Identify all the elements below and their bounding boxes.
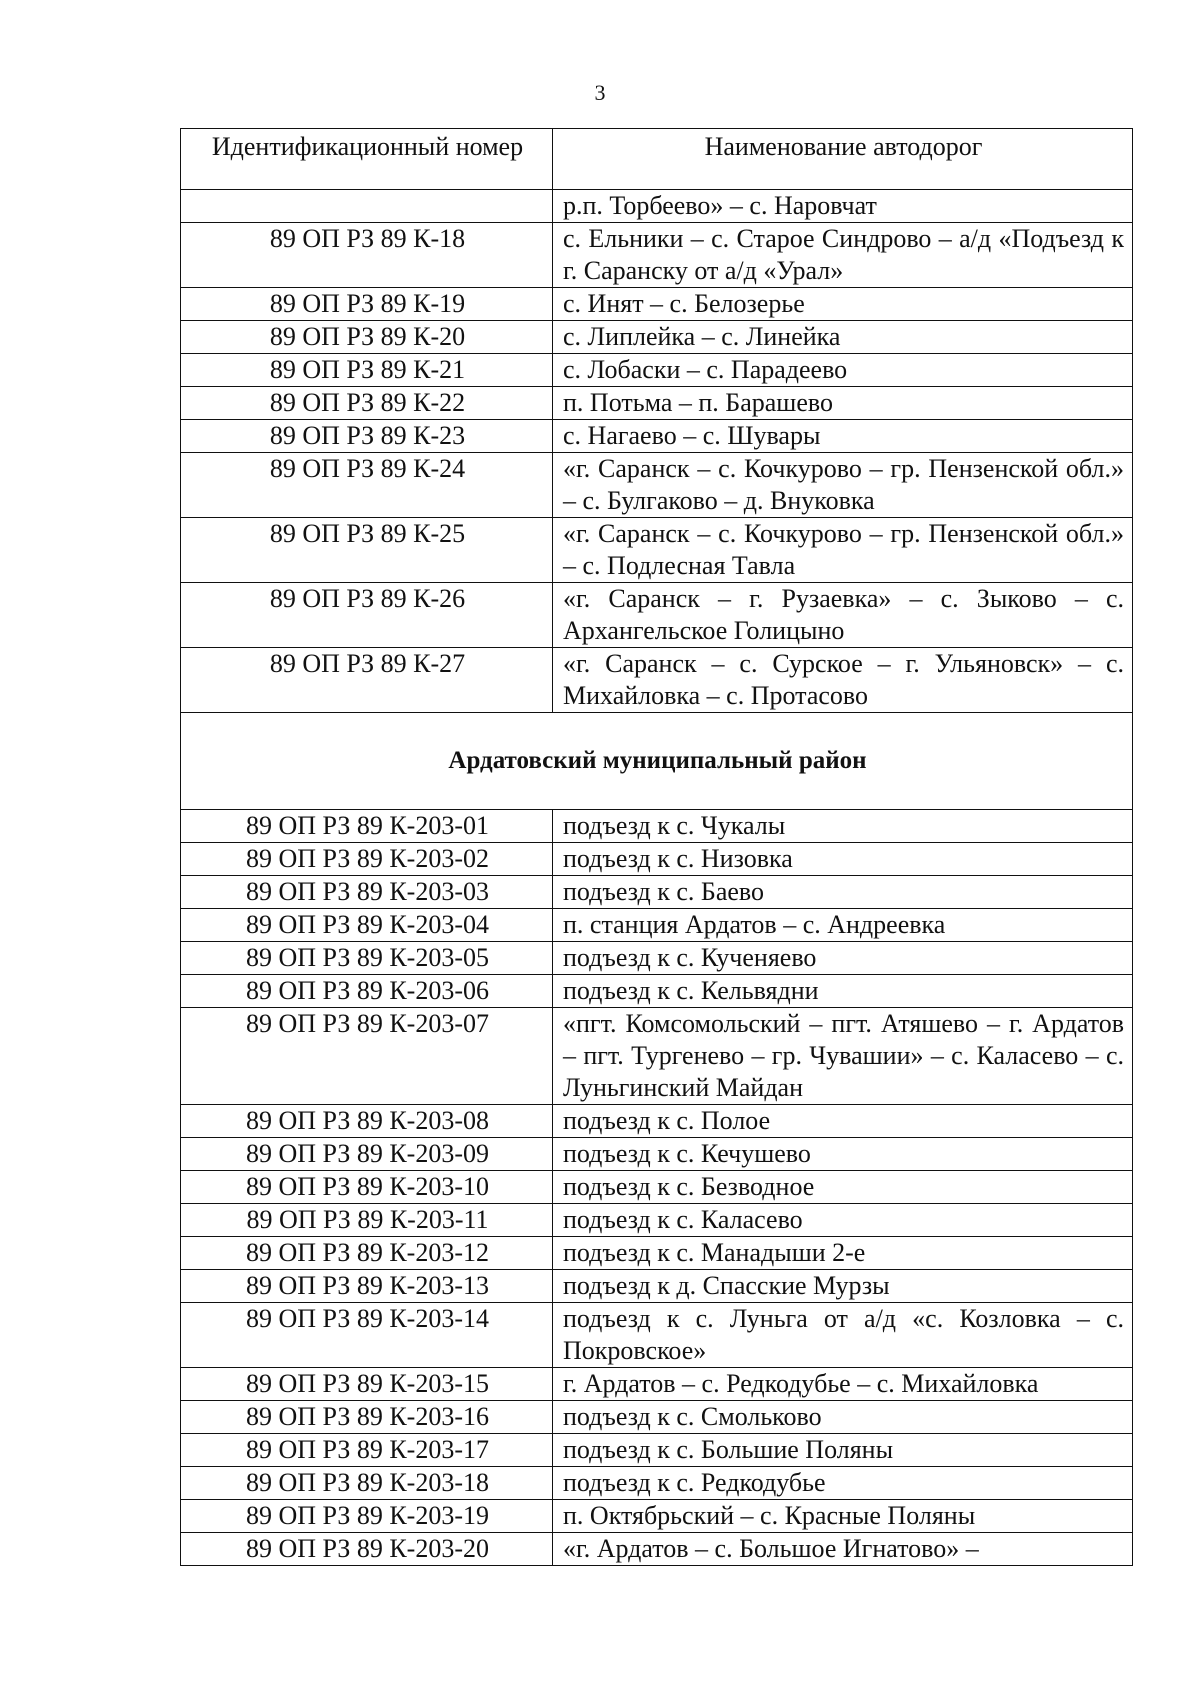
table-row [181, 975, 1133, 1008]
road-id: 89 ОП РЗ 89 К-203-11 [181, 1204, 553, 1237]
table-row [181, 1237, 1133, 1270]
road-id: 89 ОП РЗ 89 К-203-05 [181, 942, 553, 975]
road-id: 89 ОП РЗ 89 К-203-06 [181, 975, 553, 1008]
road-name: р.п. Торбеево» – с. Наровчат [553, 190, 1133, 223]
road-name: «г. Саранск – с. Сурское – г. Ульяновск» – с. Михайловка – с. Протасово [553, 648, 1133, 713]
road-id: 89 ОП РЗ 89 К-203-13 [181, 1270, 553, 1303]
table-row [181, 1008, 1133, 1105]
road-name: подъезд к с. Луньга от а/д «с. Козловка – с. Покровское» [553, 1303, 1133, 1368]
road-id: 89 ОП РЗ 89 К-203-08 [181, 1105, 553, 1138]
road-id: 89 ОП РЗ 89 К-203-10 [181, 1171, 553, 1204]
roads-table [180, 128, 1133, 1566]
road-name: с. Ельники – с. Старое Синдрово – а/д «Подъезд к г. Саранску от а/д «Урал» [553, 223, 1133, 288]
table-row [181, 1138, 1133, 1171]
table-row [181, 1303, 1133, 1368]
road-name: с. Нагаево – с. Шувары [553, 420, 1133, 453]
table-row [181, 843, 1133, 876]
road-name: подъезд к с. Кученяево [553, 942, 1133, 975]
table-row [181, 190, 1133, 223]
road-name: с. Инят – с. Белозерье [553, 288, 1133, 321]
header-name: Наименование автодорог [553, 129, 1133, 190]
road-id: 89 ОП РЗ 89 К-25 [181, 518, 553, 583]
road-name: «г. Ардатов – с. Большое Игнатово» – [553, 1533, 1133, 1566]
road-name: г. Ардатов – с. Редкодубье – с. Михайловка [553, 1368, 1133, 1401]
road-name: с. Липлейка – с. Линейка [553, 321, 1133, 354]
road-id: 89 ОП РЗ 89 К-203-16 [181, 1401, 553, 1434]
road-id: 89 ОП РЗ 89 К-203-20 [181, 1533, 553, 1566]
road-id [181, 190, 553, 223]
road-id: 89 ОП РЗ 89 К-21 [181, 354, 553, 387]
road-name: «пгт. Комсомольский – пгт. Атяшево – г. Ардатов – пгт. Тургенево – гр. Чувашии» – с. Каласево – с. Луньгинский Майдан [553, 1008, 1133, 1105]
table-row [181, 518, 1133, 583]
road-name: «г. Саранск – с. Кочкурово – гр. Пензенской обл.» – с. Булгаково – д. Внуковка [553, 453, 1133, 518]
table-row [181, 223, 1133, 288]
section-title: Ардатовский муниципальный район [181, 713, 1133, 810]
road-name: подъезд к д. Спасские Мурзы [553, 1270, 1133, 1303]
road-id: 89 ОП РЗ 89 К-203-18 [181, 1467, 553, 1500]
road-name: подъезд к с. Чукалы [553, 810, 1133, 843]
road-id: 89 ОП РЗ 89 К-203-14 [181, 1303, 553, 1368]
table-row [181, 288, 1133, 321]
road-name: «г. Саранск – г. Рузаевка» – с. Зыково – с. Архангельское Голицыно [553, 583, 1133, 648]
road-id: 89 ОП РЗ 89 К-203-04 [181, 909, 553, 942]
page-number: 3 [594, 80, 606, 105]
road-id: 89 ОП РЗ 89 К-18 [181, 223, 553, 288]
road-name: с. Лобаски – с. Парадеево [553, 354, 1133, 387]
road-name: подъезд к с. Большие Поляны [553, 1434, 1133, 1467]
header-id: Идентификационный номер [181, 129, 553, 190]
section-row [181, 713, 1133, 810]
table-row [181, 1270, 1133, 1303]
road-id: 89 ОП РЗ 89 К-203-12 [181, 1237, 553, 1270]
road-name: подъезд к с. Смольково [553, 1401, 1133, 1434]
road-name: подъезд к с. Безводное [553, 1171, 1133, 1204]
road-name: п. Октябрьский – с. Красные Поляны [553, 1500, 1133, 1533]
road-id: 89 ОП РЗ 89 К-27 [181, 648, 553, 713]
road-id: 89 ОП РЗ 89 К-203-07 [181, 1008, 553, 1105]
road-id: 89 ОП РЗ 89 К-203-15 [181, 1368, 553, 1401]
table-row [181, 942, 1133, 975]
table-row [181, 876, 1133, 909]
table-row [181, 583, 1133, 648]
road-name: подъезд к с. Редкодубье [553, 1467, 1133, 1500]
table-row [181, 1500, 1133, 1533]
table-row [181, 1204, 1133, 1237]
road-name: подъезд к с. Кельвядни [553, 975, 1133, 1008]
road-id: 89 ОП РЗ 89 К-203-09 [181, 1138, 553, 1171]
road-id: 89 ОП РЗ 89 К-203-19 [181, 1500, 553, 1533]
table-row [181, 321, 1133, 354]
road-name: подъезд к с. Кечушево [553, 1138, 1133, 1171]
road-id: 89 ОП РЗ 89 К-24 [181, 453, 553, 518]
road-name: подъезд к с. Полое [553, 1105, 1133, 1138]
road-name: подъезд к с. Баево [553, 876, 1133, 909]
road-name: «г. Саранск – с. Кочкурово – гр. Пензенской обл.» – с. Подлесная Тавла [553, 518, 1133, 583]
table-header-row [181, 129, 1133, 190]
road-id: 89 ОП РЗ 89 К-203-17 [181, 1434, 553, 1467]
table-row [181, 1467, 1133, 1500]
road-name: п. станция Ардатов – с. Андреевка [553, 909, 1133, 942]
road-id: 89 ОП РЗ 89 К-20 [181, 321, 553, 354]
table-row [181, 387, 1133, 420]
road-id: 89 ОП РЗ 89 К-19 [181, 288, 553, 321]
table-row [181, 1368, 1133, 1401]
road-id: 89 ОП РЗ 89 К-22 [181, 387, 553, 420]
table-row [181, 909, 1133, 942]
road-name: п. Потьма – п. Барашево [553, 387, 1133, 420]
road-id: 89 ОП РЗ 89 К-203-03 [181, 876, 553, 909]
table-row [181, 1401, 1133, 1434]
table-row [181, 1171, 1133, 1204]
table-row [181, 420, 1133, 453]
road-id: 89 ОП РЗ 89 К-26 [181, 583, 553, 648]
table-row [181, 1533, 1133, 1566]
road-name: подъезд к с. Манадыши 2-е [553, 1237, 1133, 1270]
table-row [181, 810, 1133, 843]
road-name: подъезд к с. Низовка [553, 843, 1133, 876]
table-row [181, 1105, 1133, 1138]
table-row [181, 354, 1133, 387]
table-row [181, 453, 1133, 518]
table-row [181, 1434, 1133, 1467]
road-id: 89 ОП РЗ 89 К-203-02 [181, 843, 553, 876]
road-id: 89 ОП РЗ 89 К-23 [181, 420, 553, 453]
road-id: 89 ОП РЗ 89 К-203-01 [181, 810, 553, 843]
table-row [181, 648, 1133, 713]
road-name: подъезд к с. Каласево [553, 1204, 1133, 1237]
